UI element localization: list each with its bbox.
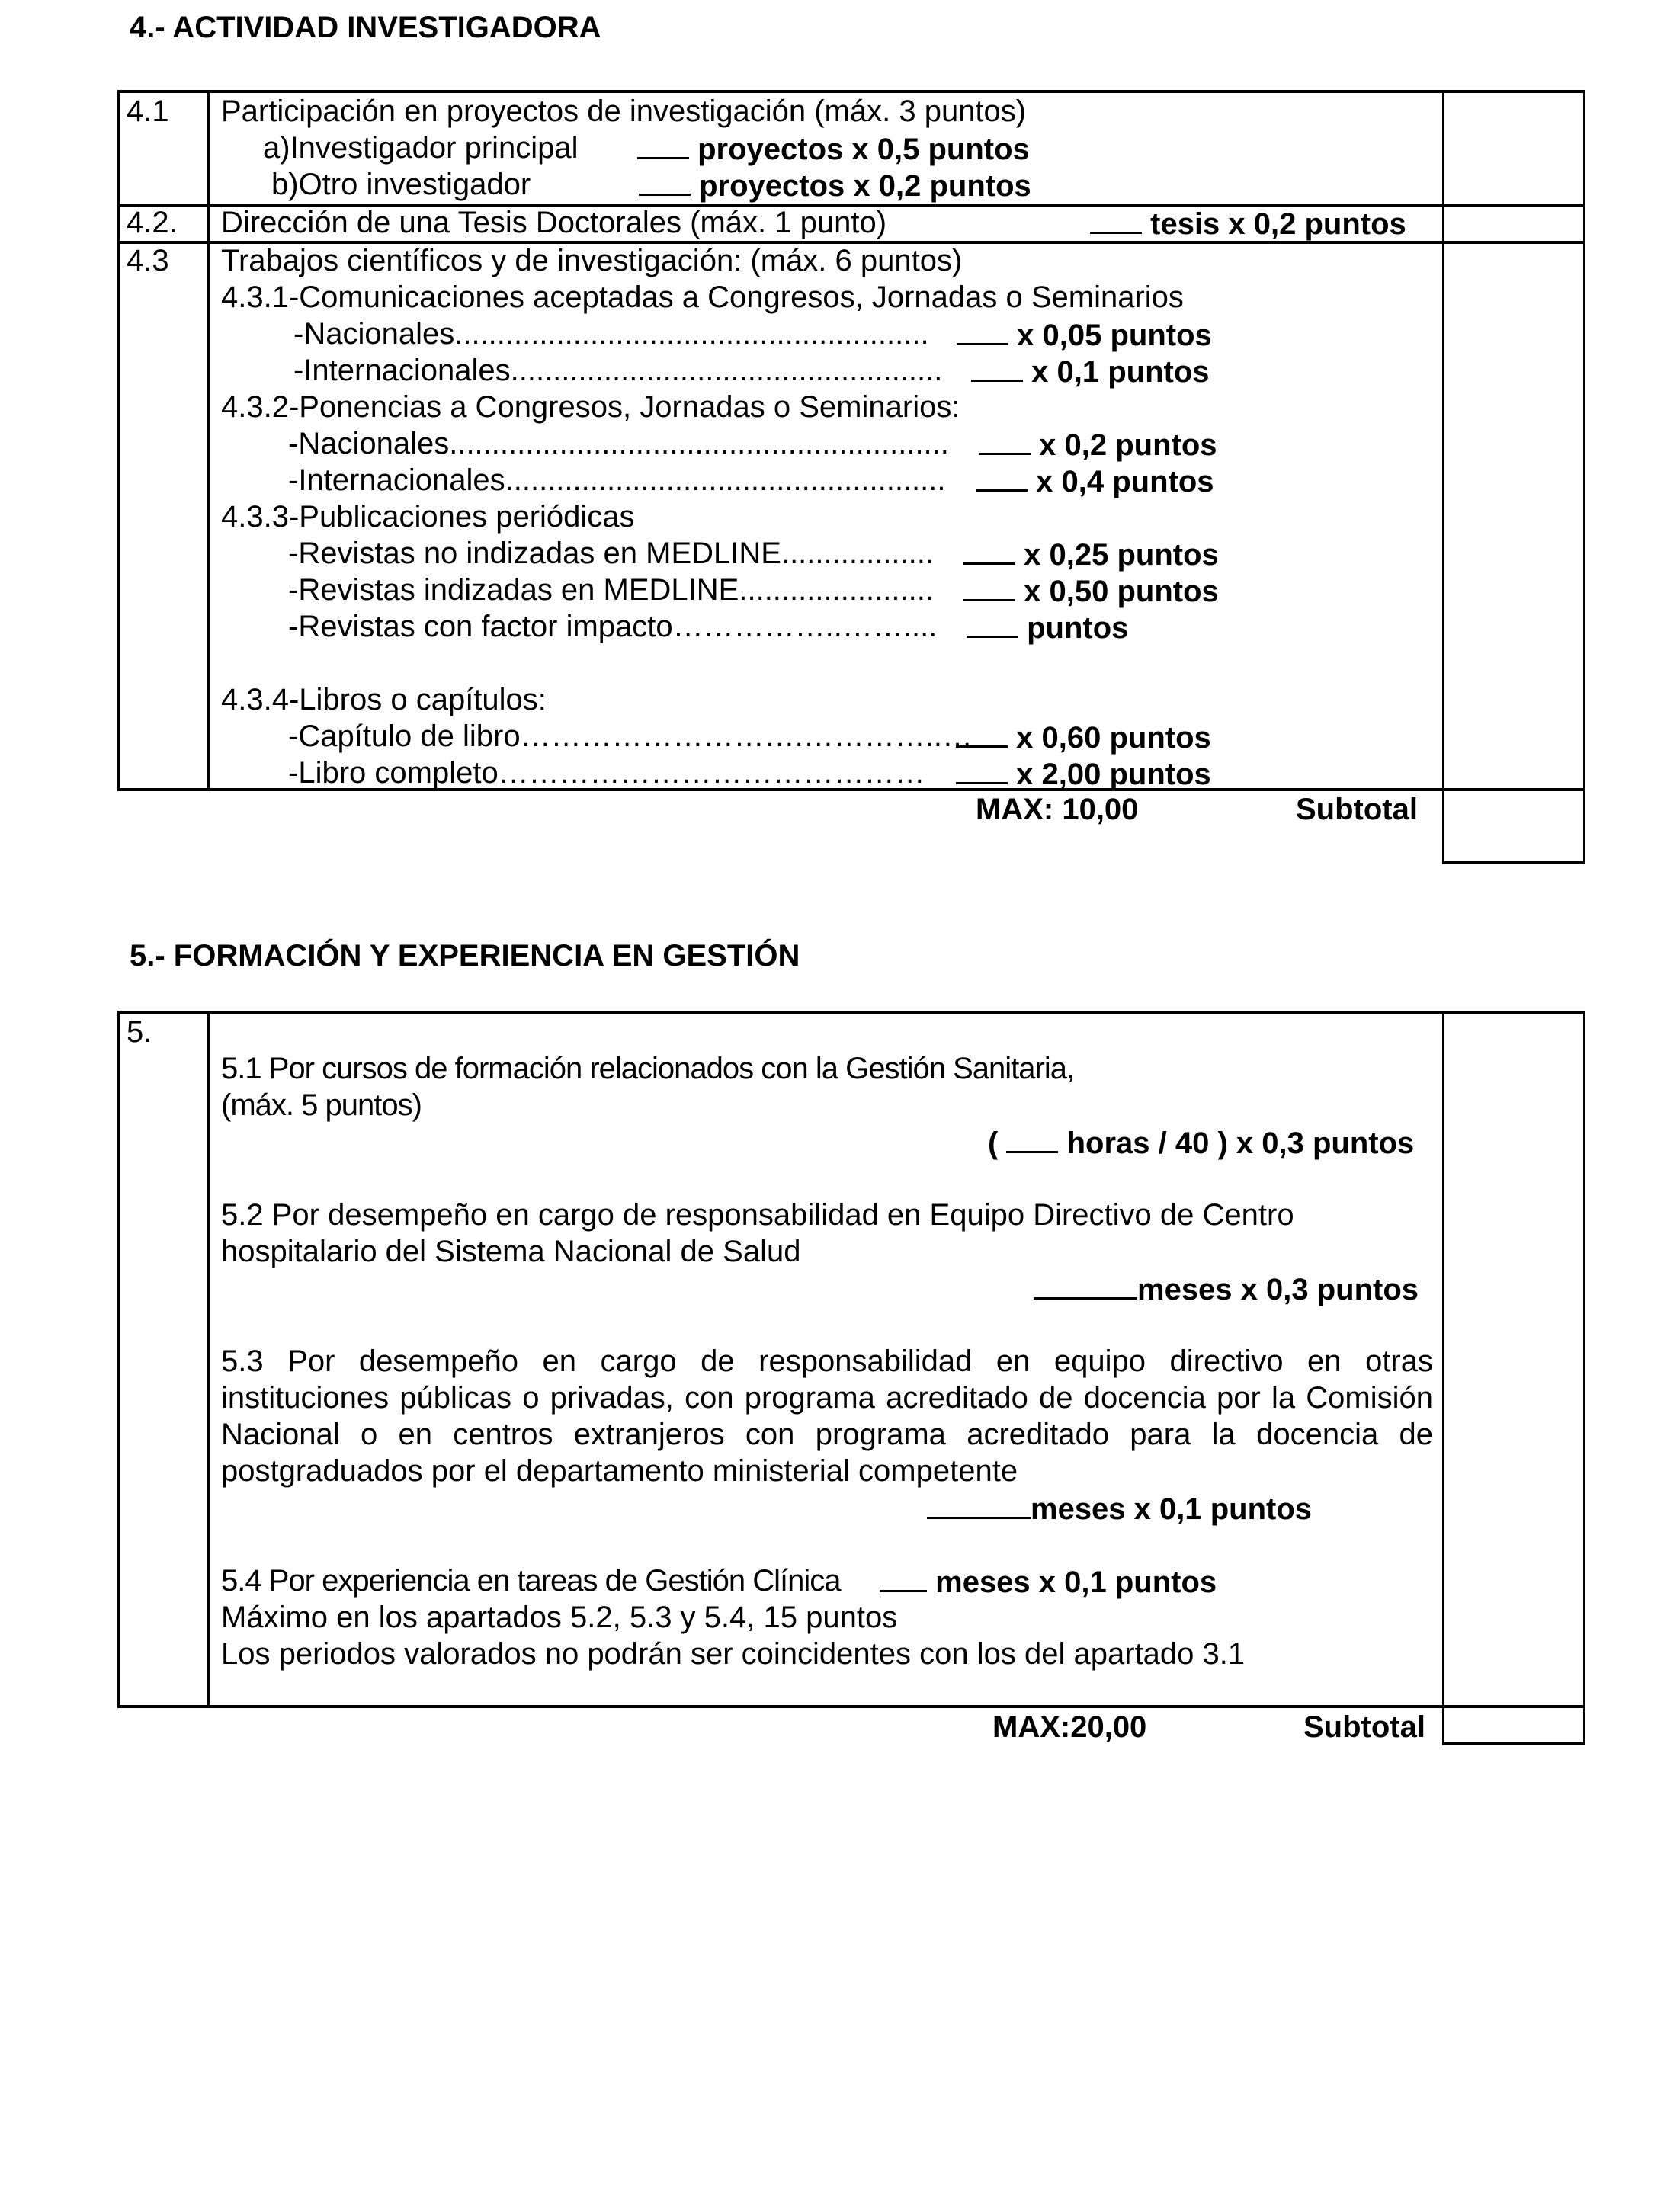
item-5-1-max: (máx. 5 puntos) [221,1088,422,1122]
subsection-4-3-3: 4.3.3-Publicaciones periódicas [221,500,635,534]
item-value: ( horas / 40 ) x 0,3 puntos [988,1123,1414,1162]
blank-field[interactable] [1006,1123,1058,1153]
table-border-left [117,1011,120,1707]
item-label: -Revistas con factor impacto……………..…….... [288,610,938,643]
item-label: -Capítulo de libro……………………….…………..… [288,720,973,753]
score-cell-4-3[interactable] [1445,244,1582,788]
item-label: -Nacionales........................................................ [293,317,929,351]
blank-field[interactable] [639,166,691,196]
row-code-4-2: 4.2. [127,206,178,239]
subtotal-input-4[interactable] [1445,791,1582,861]
blank-field[interactable] [927,1489,1031,1519]
item-label: -Internacionales.................................................... [288,463,946,497]
score-col-divider [1442,1011,1444,1745]
blank-field[interactable] [967,608,1018,638]
blank-field[interactable] [880,1562,927,1592]
item-value: meses x 0,1 puntos [880,1562,1217,1601]
item-label: -Nacionales........................................................... [288,427,949,460]
item-label: -Libro completo…………………………………… [288,756,925,790]
item-value: x 0,4 puntos [976,462,1214,500]
blank-field[interactable] [963,535,1015,565]
table-border-right [1583,1011,1585,1745]
max-label-5: MAX:20,00 [992,1710,1147,1744]
row-title-4-2: Dirección de una Tesis Doctorales (máx. 1 punto) [221,206,887,239]
item-value: x 0,2 puntos [979,425,1217,463]
item-value: proyectos x 0,2 puntos [639,166,1031,204]
item-value: x 0,25 puntos [963,535,1219,573]
blank-field[interactable] [957,316,1008,345]
item-value: proyectos x 0,5 puntos [637,130,1030,168]
item-value: x 0,60 puntos [956,718,1211,756]
row-title-4-1: Participación en proyectos de investigación (máx. 3 puntos) [221,95,1027,128]
row-code-5: 5. [127,1015,152,1049]
section-5-heading: 5.- FORMACIÓN Y EXPERIENCIA EN GESTIÓN [130,939,800,973]
subsection-4-3-1: 4.3.1-Comunicaciones aceptadas a Congresos, Jornadas o Seminarios [221,280,1184,314]
subtotal-input-5[interactable] [1445,1708,1582,1742]
item-5-3-text: 5.3 Por desempeño en cargo de responsabilidad en equipo directivo en otras instituciones públicas o privadas, con programa acreditado de docencia por la Comisión Nacional o en centros extranjeros con programa acreditado para la docencia de postgraduados por el departamento ministerial competente [221,1344,1433,1488]
item-label: b)Otro investigador [271,168,531,201]
table-border-top [117,1011,1585,1014]
score-cell-4-2[interactable] [1445,207,1582,241]
blank-field[interactable] [1034,1270,1137,1300]
item-5-1-text: 5.1 Por cursos de formación relacionados con la Gestión Sanitaria, [221,1052,1075,1085]
subsection-4-3-4: 4.3.4-Libros o capítulos: [221,683,547,716]
blank-field[interactable] [979,425,1031,455]
subtotal-label-5: Subtotal [1303,1710,1425,1744]
item-label: -Revistas no indizadas en MEDLINE.................. [288,537,934,570]
item-value: tesis x 0,2 puntos [1090,204,1406,242]
blank-field[interactable] [956,718,1008,748]
item-5-2-text-cont: hospitalario del Sistema Nacional de Salud [221,1235,801,1268]
blank-field[interactable] [971,352,1023,382]
row-code-4-3: 4.3 [127,244,169,277]
blank-field[interactable] [1090,204,1142,234]
table-border-right [1583,90,1585,864]
blank-field[interactable] [956,755,1008,784]
item-value: puntos [967,608,1128,646]
table-border-left [117,90,120,791]
blank-field[interactable] [976,462,1028,492]
item-value: x 0,05 puntos [957,316,1212,354]
col-divider [207,1011,210,1707]
note-periods: Los periodos valorados no podrán ser coincidentes con los del apartado 3.1 [221,1637,1246,1671]
score-cell-5[interactable] [1445,1014,1582,1705]
section-4-heading: 4.- ACTIVIDAD INVESTIGADORA [130,11,601,44]
item-label: a)Investigador principal [263,131,579,165]
item-5-2-text: 5.2 Por desempeño en cargo de responsabilidad en Equipo Directivo de Centro [221,1198,1294,1232]
item-label: -Internacionales................................................... [293,354,943,387]
score-col-divider [1442,90,1444,864]
item-value: meses x 0,1 puntos [927,1489,1312,1527]
item-label: -Revistas indizadas en MEDLINE....................... [288,573,934,607]
item-5-4-text: 5.4 Por experiencia en tareas de Gestión Clínica [221,1564,841,1598]
item-value: x 2,00 puntos [956,755,1211,793]
max-label-4: MAX: 10,00 [976,793,1139,826]
subsection-4-3-2: 4.3.2-Ponencias a Congresos, Jornadas o Seminarios: [221,390,960,424]
item-value: x 0,1 puntos [971,352,1210,390]
item-value: meses x 0,3 puntos [1034,1270,1419,1308]
col-divider [207,90,210,791]
score-cell-4-1[interactable] [1445,93,1582,204]
subtotal-label-4: Subtotal [1296,793,1418,826]
table-border-bottom [117,1705,1585,1708]
note-max-5: Máximo en los apartados 5.2, 5.3 y 5.4, 15 puntos [221,1601,898,1634]
row-code-4-1: 4.1 [127,95,169,128]
item-value: x 0,50 puntos [963,572,1219,610]
subtotal-box-bottom [1442,1742,1585,1745]
blank-field[interactable] [637,130,689,159]
blank-field[interactable] [963,572,1015,601]
row-title-4-3: Trabajos científicos y de investigación: (máx. 6 puntos) [221,244,963,277]
subtotal-box-bottom [1442,861,1585,864]
